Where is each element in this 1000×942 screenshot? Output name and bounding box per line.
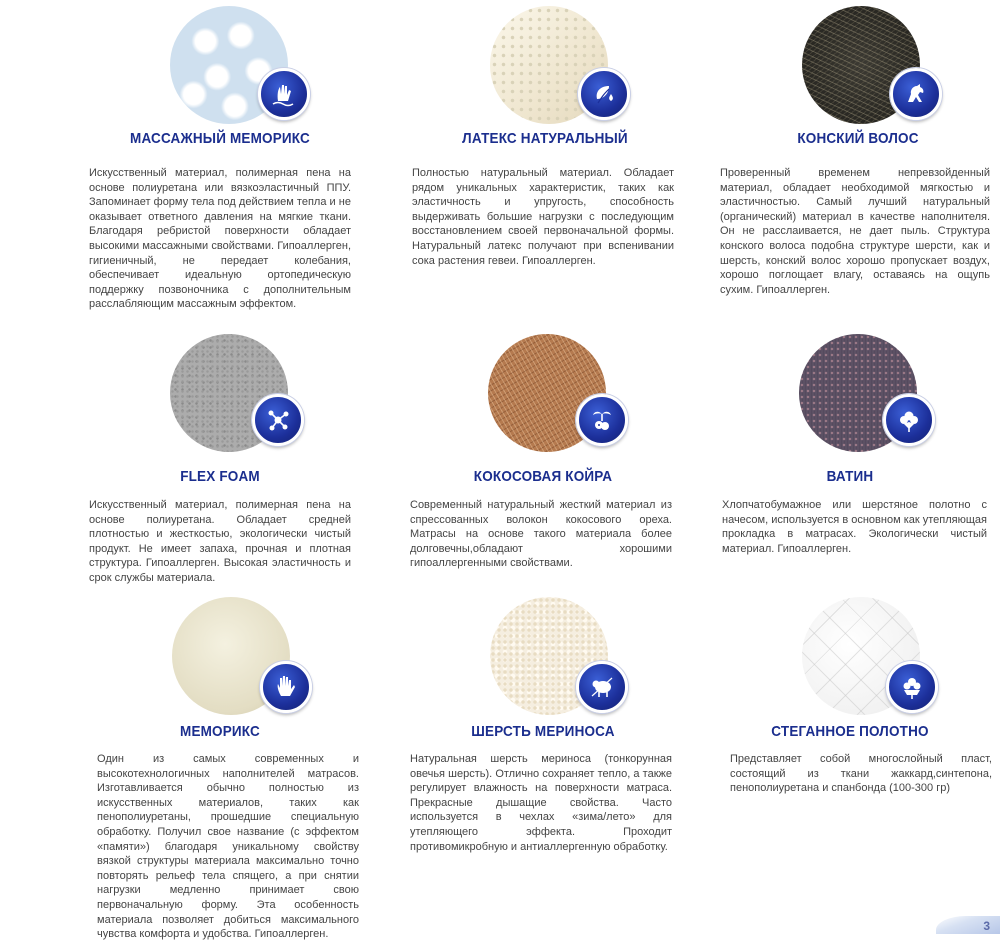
material-description: Полностью натуральный материал. Обладает рядом уникальных характеристик, таких как эластичность и упругость, способность выдерживать большие нагрузки с последующим восстановлением своей первоначальной формы. Натуральный латекс получают при вспенивании сока растения гевеи. Гипоаллерген. [412,167,674,267]
material-description: Хлопчатобумажное или шерстяное полотно с начесом, используется в основном как утепляющая прокладка в матрасах. Экологически чистый материал. Гипоаллерген. [722,499,987,555]
material-title: FLEX FOAM [180,468,260,485]
material-title: МЕМОРИКС [180,723,260,740]
cotton-flower-icon [883,394,935,446]
material-description: Проверенный временем непревзойденный материал, обладает необходимой мягкостью и эластичностью. Самый лучший натуральный (органический) материал в качестве наполнителя. Он не расслаивается, не дает пыль. Структура конского волоса подобна структуре шерсти, как и шерсть, конский волос хорошо пропускает воздух, хорошо поглощает влагу, оставаясь на ощупь сухим. Гипоаллерген. [720,167,990,296]
material-title: ЛАТЕКС НАТУРАЛЬНЫЙ [462,130,628,147]
palm-coconut-icon [576,394,628,446]
leaves-drop-icon [578,68,630,120]
material-description: Искусственный материал, полимерная пена на основе полиуретана или вязкоэластичный ППУ. Запоминает форму тела под действием тепла и не оказывает ответного давления на мягкие ткани. Благодаря ребристой поверхности обладает высокими массажными свойствами. Гипоаллерген, гигиеничный, не передает колебания, обеспечивает идеальную ортопедическую поддержку позвоночника с дополнительным расслабляющим массажным эффектом. [89,167,351,311]
sheep-icon [576,661,628,713]
material-description: Искусственный материал, полимерная пена на основе полиуретана. Обладает средней плотностью и жесткостью, экологически чистый продукт. Не имеет запаха, прочная и плотная структура. Гипоаллерген. Высокая эластичность и срок службы материала. [89,499,351,584]
hand-print-icon [260,661,312,713]
material-description: Натуральная шерсть мериноса (тонкорунная овечья шерсть). Отлично сохраняет тепло, а также регулирует влажность на поверхности матраса. Прекрасные дышащие свойства. Часто используется в чехлах «зима/лето» для утепляющего эффекта. Проходит противомикробную и антиаллергенную обработку. [410,753,672,853]
material-title: ШЕРСТЬ МЕРИНОСА [471,723,615,740]
molecule-icon [252,394,304,446]
material-description: Один из самых современных и высокотехнологичных наполнителей матрасов. Изготавливается обычно полностью из искусственных материалов, таких как пенополиуретаны, прошедшие специальную обработку. Получил свое название (с эффектом «памяти») благодаря уникальному свойству вязкой структуры материала максимально точно повторять рельеф тела спящего, а при снятии нагрузки медленно принимает свою первоначальную форму. Эта особенность материала позволяет добиться максимального чувства комфорта и удобства. Гипоаллерген. [97,753,359,941]
material-title: КОНСКИЙ ВОЛОС [797,130,919,147]
horse-icon [890,68,942,120]
quilt-flower-icon [886,661,938,713]
material-title: КОКОСОВАЯ КОЙРА [473,468,613,485]
material-title: СТЕГАННОЕ ПОЛОТНО [771,723,929,740]
material-description: Современный натуральный жесткий материал из спрессованных волокон кокосового ореха. Матрасы на основе такого материала более долговечны,обладают хорошими гипоаллергенными свойствами. [410,499,672,570]
material-title: МАССАЖНЫЙ МЕМОРИКС [130,130,310,147]
material-title: ВАТИН [826,468,874,485]
material-description: Представляет собой многослойный пласт, состоящий из ткани жаккард,синтепона, пенополиуретана и спанбонда (100-300 гр) [730,753,992,795]
page-corner-decoration [936,916,1000,934]
page-number: 3 [983,919,990,933]
hand-waves-icon [258,68,310,120]
